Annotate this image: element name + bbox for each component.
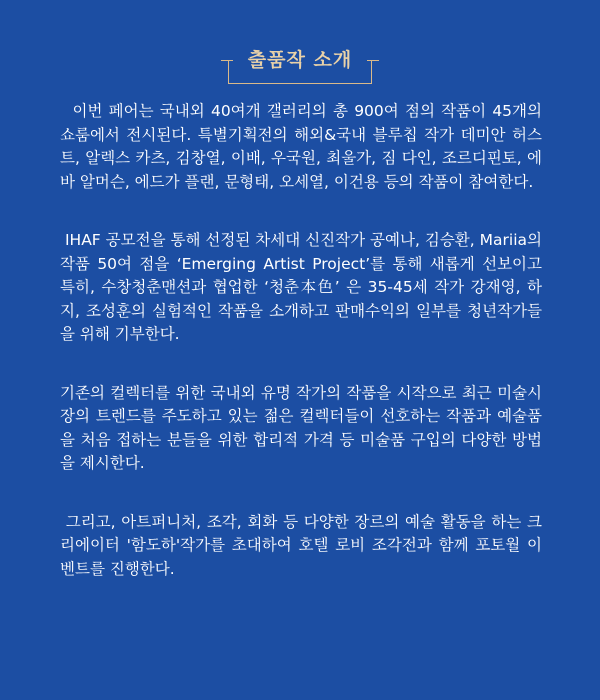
section-header [0, 46, 600, 86]
section-title: 출품작 소개 [247, 49, 353, 71]
paragraph-collectors: 기존의 컬렉터를 위한 국내외 유명 작가의 작품을 시작으로 최근 미술시장의 트렌드를 주도하고 있는 젊은 컬렉터들이 선호하는 작품과 예술품을 처음 접하는 분들을 위한 합리적 가격 등 미술품 구입의 다양한 방법을 제시한다. [60, 383, 542, 472]
paragraph-fair-overview: 이번 페어는 국내외 40여개 갤러리의 총 900여 점의 작품이 45개의 쇼룸에서 전시된다. 특별기획전의 해외&국내 블루칩 작가 데미안 허스트, 알렉스 카츠, 김창열, 이배, 우국원, 최울가, 짐 다인, 조르디핀토, 에바 알머슨, 에드가 플랜, 문형태, 오세열, 이건용 등의 작품이 참여한다. [60, 102, 547, 191]
paragraph-photo-event: 그리고, 아트퍼니처, 조각, 회화 등 다양한 장르의 예술 활동을 하는 크리에이터 '함도하'작가를 초대하여 호텔 로비 조각전과 함께 포토월 이벤트를 진행한다. [60, 512, 542, 578]
paragraph-emerging-artists: IHAF 공모전을 통해 선정된 차세대 신진작가 공예나, 김승환, Mariia의 작품 50여 점을 ‘Emerging Artist Project’를 통해 새롭게 선보이고 특히, 수창청춘맨션과 협업한 ‘청춘本色’ 은 35-45세 작가 강재영, 하지, 조성훈의 실험적인 작품을 소개하고 판매수익의 일부를 청년작가들을 위해 기부한다. [60, 231, 547, 343]
article-body [60, 100, 547, 616]
